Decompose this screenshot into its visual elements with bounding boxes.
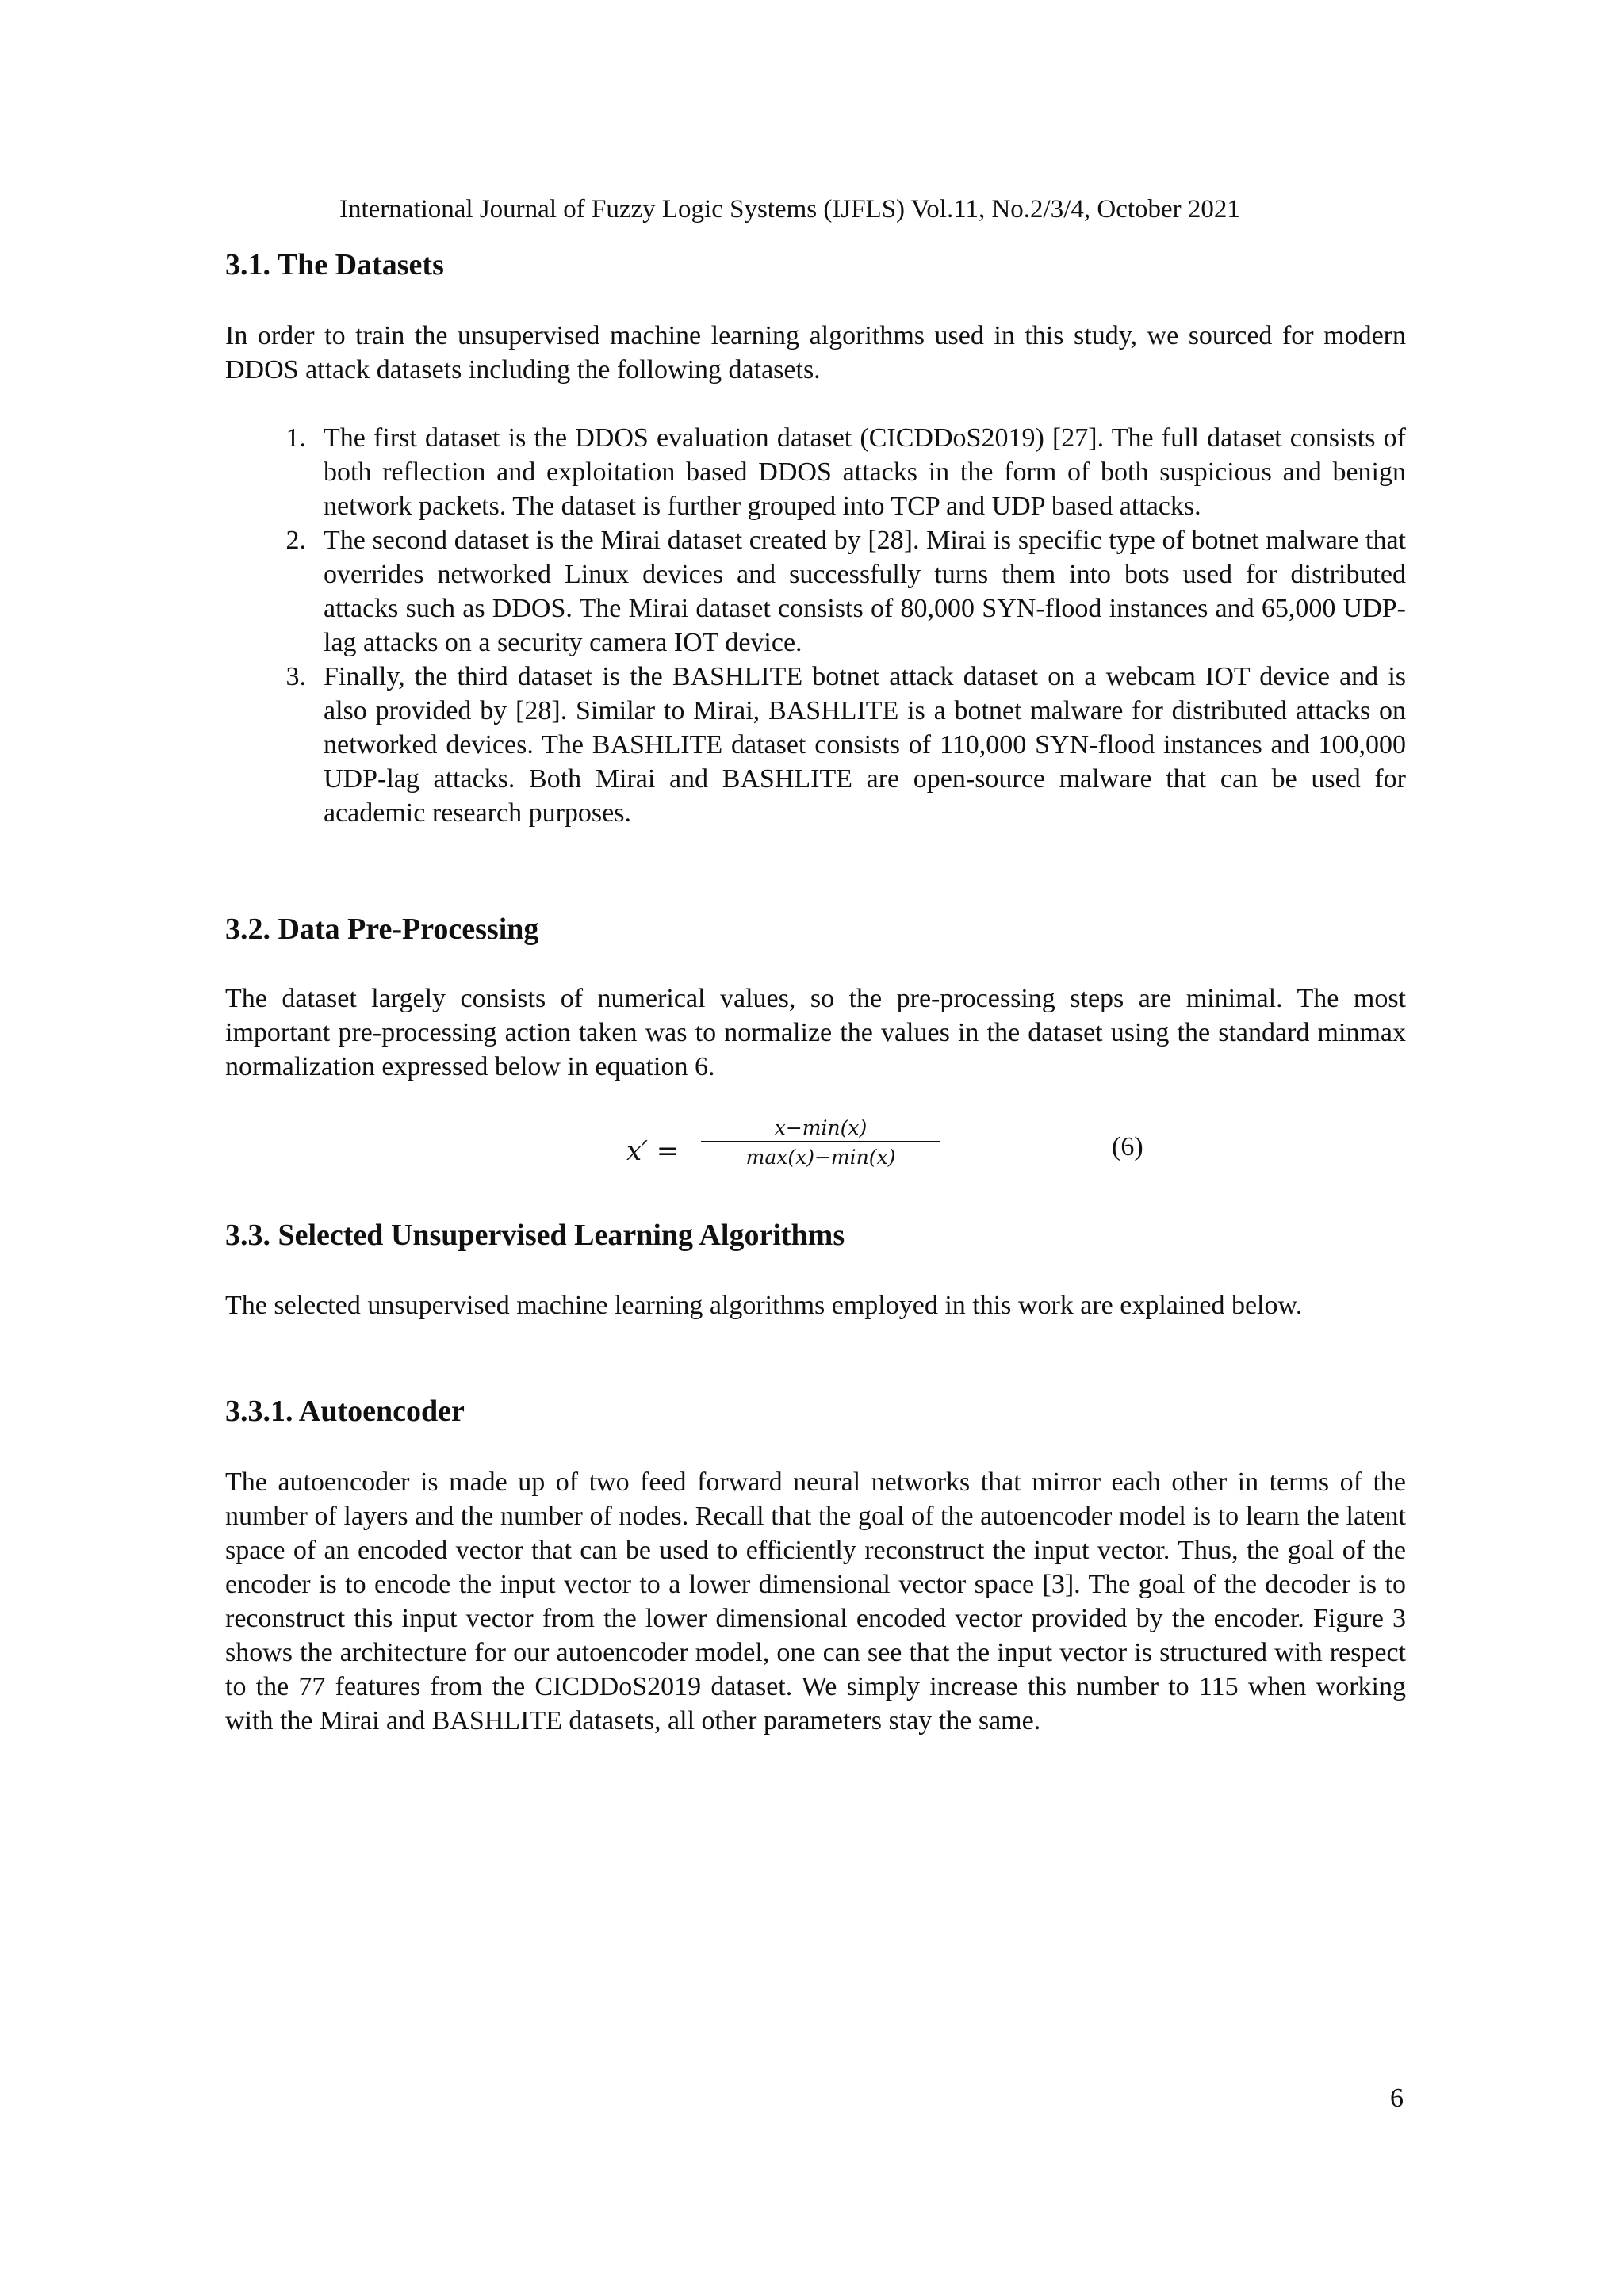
list-item bbox=[225, 523, 1406, 660]
datasets-intro-paragraph: In order to train the unsupervised machine learning algorithms used in this study, we sourced for modern DDOS attack datasets including the following datasets. bbox=[225, 321, 1406, 385]
list-item-number: 1. bbox=[285, 423, 306, 453]
list-item-text: Finally, the third dataset is the BASHLITE botnet attack dataset on a webcam IOT device and is also provided by [28]. Similar to Mirai, BASHLITE is a botnet malware for distributed attacks on networked devices. The BASHLITE dataset consists of 110,000 SYN-flood instances and 100,000 UDP-lag attacks. Both Mirai and BASHLITE are open-source malware that can be used for academic research purposes. bbox=[324, 662, 1406, 828]
page-number: 6 bbox=[1390, 2084, 1404, 2113]
list-item-text: The second dataset is the Mirai dataset created by [28]. Mirai is specific type of botnet malware that overrides networked Linux devices and successfully turns them into bots used for distributed attacks such as DDOS. The Mirai dataset consists of 80,000 SYN-flood instances and 65,000 UDP-lag attacks on a security camera IOT device. bbox=[324, 526, 1406, 657]
section-heading-preprocessing: 3.2. Data Pre-Processing bbox=[225, 913, 539, 946]
journal-header: International Journal of Fuzzy Logic Systems (IJFLS) Vol.11, No.2/3/4, October 2021 bbox=[339, 195, 1240, 224]
preprocessing-paragraph: The dataset largely consists of numerical values, so the pre-processing steps are minimal. The most important pre-processing action taken was to normalize the values in the dataset using the standard minmax normalization expressed below in equation 6. bbox=[225, 984, 1406, 1081]
algorithms-paragraph: The selected unsupervised machine learning algorithms employed in this work are explained below. bbox=[225, 1291, 1303, 1320]
list-item-text: The first dataset is the DDOS evaluation dataset (CICDDoS2019) [27]. The full dataset consists of both reflection and exploitation based DDOS attacks in the form of both suspicious and benign network packets. The dataset is further grouped into TCP and UDP based attacks. bbox=[324, 423, 1406, 521]
section-heading-datasets: 3.1. The Datasets bbox=[225, 248, 444, 281]
equation-number: (6) bbox=[1112, 1132, 1143, 1161]
section-heading-algorithms: 3.3. Selected Unsupervised Learning Algorithms bbox=[225, 1219, 845, 1252]
section-heading-autoencoder: 3.3.1. Autoencoder bbox=[225, 1395, 465, 1428]
list-item-number: 3. bbox=[285, 662, 306, 691]
equation-denominator: max(x)−min(x) bbox=[745, 1146, 896, 1169]
autoencoder-paragraph: The autoencoder is made up of two feed forward neural networks that mirror each other in terms of the number of layers and the number of nodes. Recall that the goal of the autoencoder model is to learn the latent space of an encoded vector that can be used to efficiently reconstruct the input vector. Thus, the goal of the encoder is to encode the input vector to a lower dimensional vector space [3]. The goal of the decoder is to reconstruct this input vector from the lower dimensional encoded vector provided by the encoder. Figure 3 shows the architecture for our autoencoder model, one can see that the input vector is structured with respect to the 77 features from the CICDDoS2019 dataset. We simply increase this number to 115 when working with the Mirai and BASHLITE datasets, all other parameters stay the same. bbox=[225, 1468, 1406, 1735]
equation-fraction bbox=[698, 1116, 944, 1169]
list-item bbox=[225, 660, 1406, 830]
equation-minmax bbox=[626, 1116, 1340, 1188]
list-item bbox=[225, 421, 1406, 523]
equation-numerator: x−min(x) bbox=[774, 1116, 868, 1139]
datasets-list bbox=[225, 421, 1406, 830]
list-item-number: 2. bbox=[285, 526, 306, 555]
equation-lhs: x′ = bbox=[626, 1135, 680, 1167]
